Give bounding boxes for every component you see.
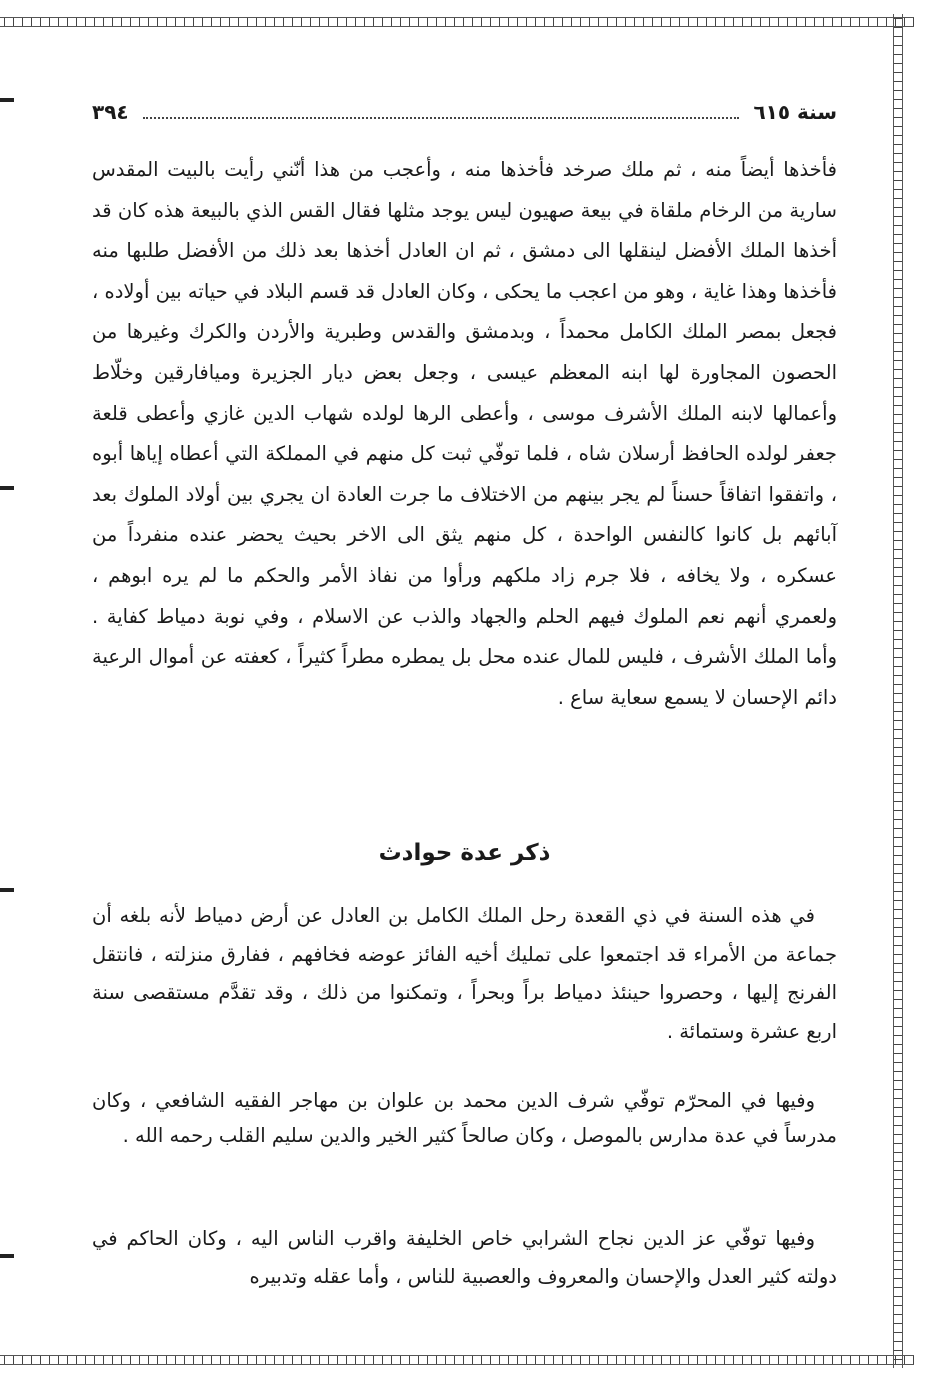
running-header bbox=[92, 92, 837, 132]
decorative-border-top bbox=[0, 14, 914, 30]
dotted-leader bbox=[143, 117, 740, 119]
paragraph-continuation: فأخذها أيضاً منه ، ثم ملك صرخد فأخذها منه ، وأعجب من هذا أنّني رأيت بالبيت المقدس سارية من الرخام ملقاة في بيعة صهيون ليس يوجد مثلها فقال القس الذي بالبيعة هذه كان قد أخذها الملك الأفضل لينقلها الى دمشق ، ثم ان العادل أخذها بعد ذلك من الأفضل طلبها منه فأخذها وهذا غاية ، وهو من اعجب ما يحكى ، وكان العادل قد قسم البلاد في حياته بين أولاده ، فجعل بمصر الملك الكامل محمداً ، وبدمشق والقدس وطبرية والأردن والكرك وغيرها من الحصون المجاورة لها ابنه المعظم عيسى ، وجعل بعض ديار الجزيرة وميافارقين وخلّاط وأعمالها لابنه الملك الأشرف موسى ، وأعطى الرها لولده شهاب الدين غازي وأعطى قلعة جعفر لولده الحافظ أرسلان شاه ، فلما توفّي ثبت كل منهم في المملكة التي أعطاه إياها أبوه ، واتفقوا اتفاقاً حسناً لم يجر بينهم من الاختلاف ما جرت العادة ان يجري بين أولاد الملوك بعد آبائهم بل كانوا كالنفس الواحدة ، كل منهم يثق الى الاخر بحيث يحضر عنده منفرداً من عسكره ، ولا يخافه ، فلا جرم زاد ملكهم ورأوا من نفاذ الأمر والحكم ما لم يره ابوهم ، ولعمري أنهم نعم الملوك فيهم الحلم والجهاد والذب عن الاسلام ، وفي نوبة دمياط كفاية . وأما الملك الأشرف ، فليس للمال عنده محل بل يمطره مطراً كثيراً ، كعفته عن أموال الرعية دائم الإحسان لا يسمع سعاية ساع . bbox=[92, 158, 837, 709]
paragraph-sharaf-aldin: وفيها في المحرّم توفّي شرف الدين محمد بن علوان بن مهاجر الفقيه الشافعي ، وكان مدرساً في عدة مدارس بالموصل ، وكان صالحاً كثير الخير والدين سليم القلب رحمه الله . bbox=[92, 1089, 837, 1147]
binding-edge-mark bbox=[0, 1254, 14, 1258]
section-heading: ذكر عدة حوادث bbox=[378, 840, 551, 866]
year-label: سنة ٦١٥ bbox=[753, 100, 837, 124]
binding-edge-mark bbox=[0, 98, 14, 102]
binding-edge-mark bbox=[0, 888, 14, 892]
decorative-border-right bbox=[890, 14, 906, 1368]
decorative-border-bottom bbox=[0, 1352, 914, 1368]
paragraph-kamil-departure: في هذه السنة في ذي القعدة رحل الملك الكامل بن العادل عن أرض دمياط لأنه بلغه أن جماعة من الأمراء قد اجتمعوا على تمليك أخيه الفائز عوضه فخافهم ، ففارق منزلته ، فانتقل الفرنج إليها ، وحصروا حينئذ دمياط براً وبحراً ، وتمكنوا من ذلك ، وقد تقدَّم مستقصى سنة اربع عشرة وستمائة . bbox=[92, 904, 837, 1043]
paragraph-izz-aldin: وفيها توفّي عز الدين نجاح الشرابي خاص الخليفة واقرب الناس اليه ، وكان الحاكم في دولته كثير العدل والإحسان والمعروف والعصبية للناس ، وأما عقله وتدبيره bbox=[92, 1227, 837, 1288]
binding-edge-mark bbox=[0, 486, 14, 490]
page-number: ٣٩٤ bbox=[92, 100, 129, 124]
